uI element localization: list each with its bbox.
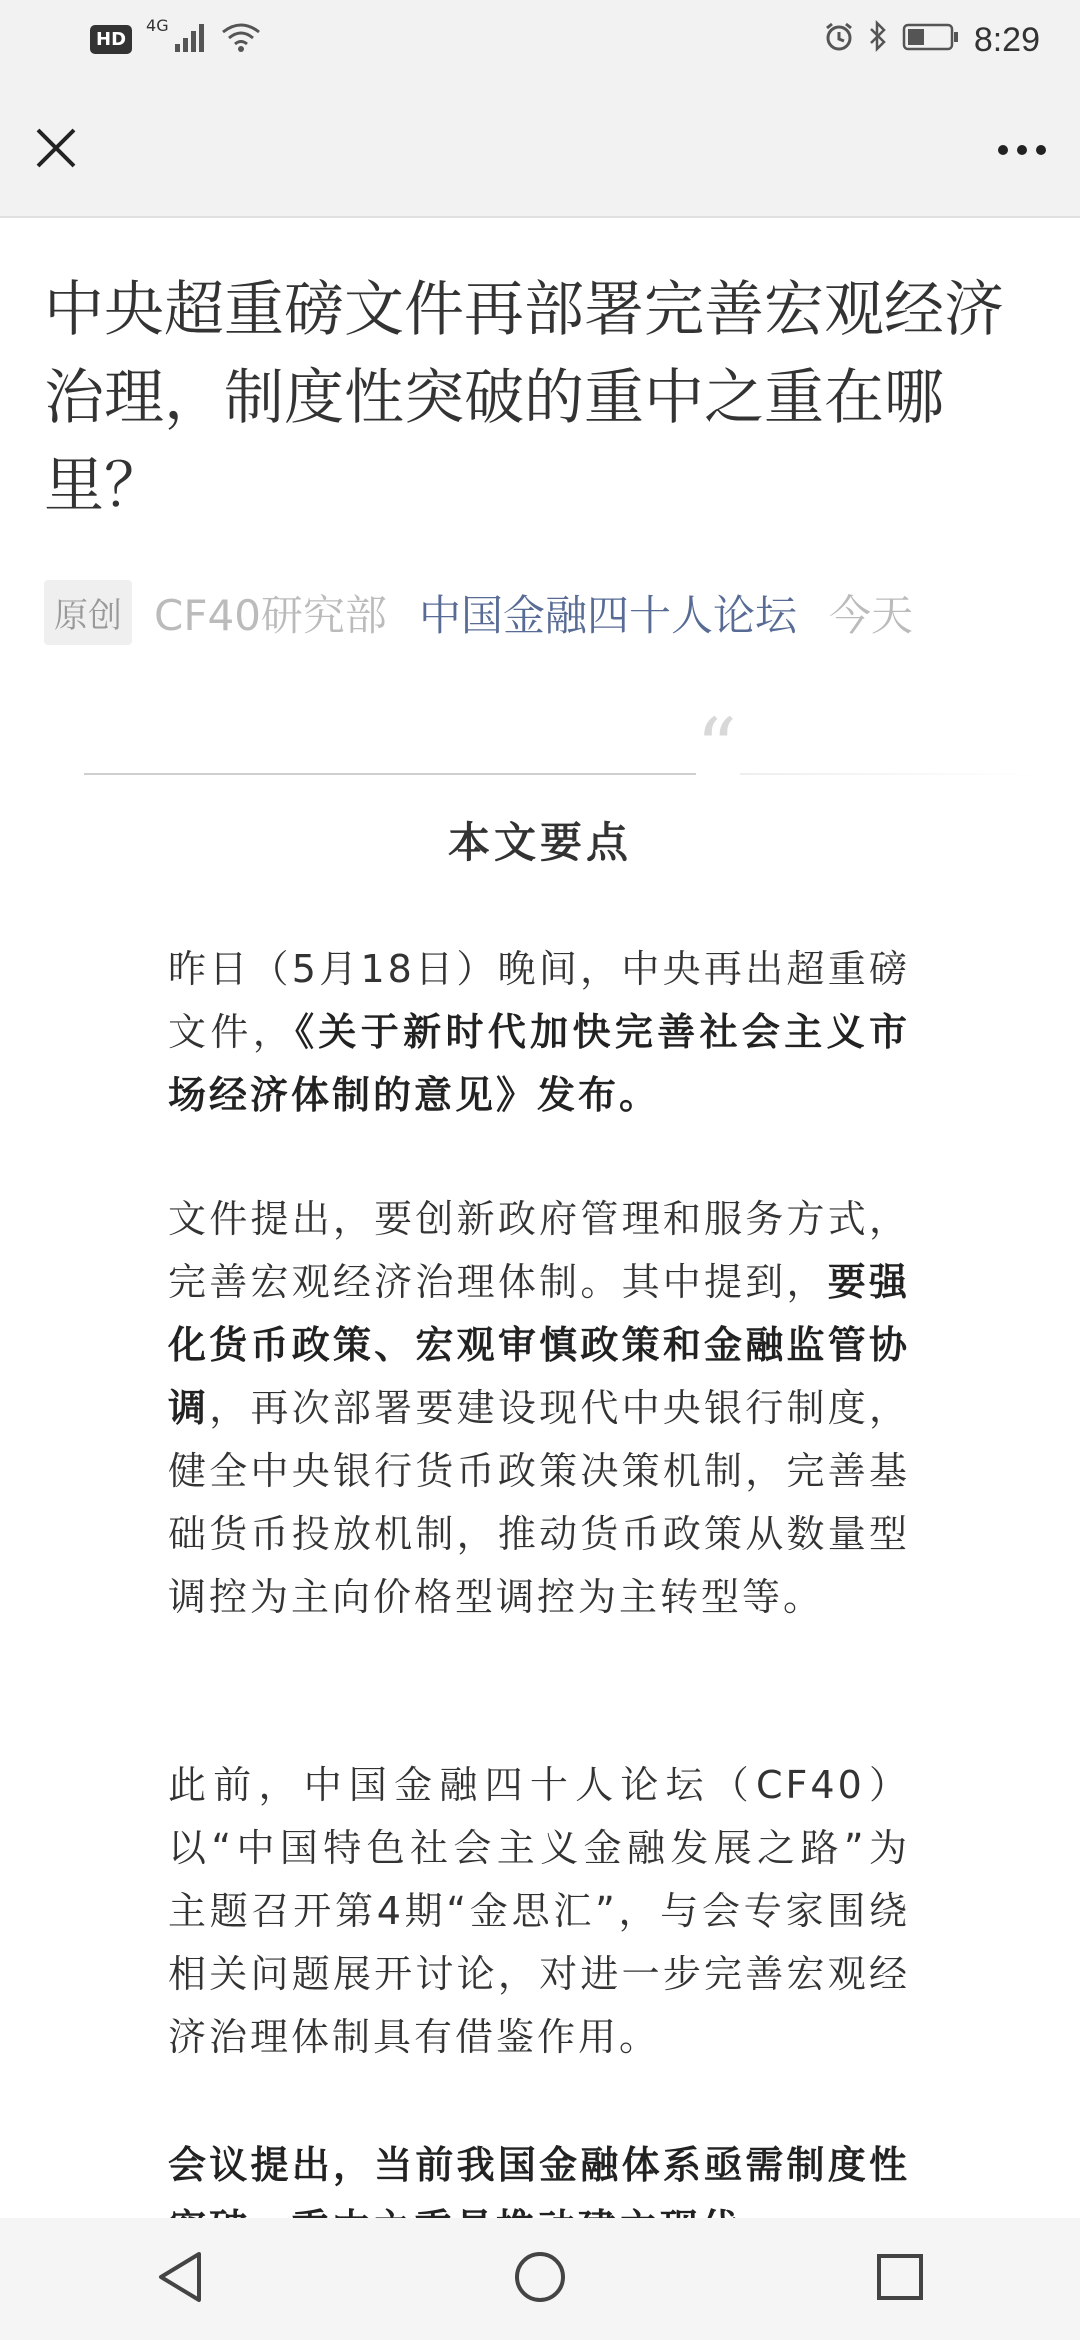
paragraph [168, 1754, 910, 2069]
paragraph-text: 此前，中国金融四十人论坛（CF40）以“中国特色社会主义金融发展之路”为主题召开第4期“金思汇”，与会专家围绕相关问题展开讨论，对进一步完善宏观经济治理体制具有借鉴作用。 [168, 1763, 910, 2059]
paragraph-text: 昨日（5月18日）晚间，中央再出超重磅文件， [168, 947, 910, 1054]
alarm-icon [824, 21, 854, 61]
back-button[interactable] [120, 2229, 240, 2329]
paragraph [168, 1188, 910, 1629]
wifi-icon [221, 22, 261, 56]
publish-date: 今天 [828, 590, 913, 640]
paragraph [168, 938, 910, 1127]
more-icon [997, 141, 1047, 160]
close-icon [34, 126, 78, 174]
quote-divider-fade [740, 773, 1040, 775]
paragraph-bold-text: 会议提出，当前我国金融体系亟需制度性 [168, 2143, 910, 2187]
recents-button[interactable] [840, 2229, 960, 2329]
status-bar [0, 0, 1080, 84]
signal-icon [173, 22, 207, 56]
system-nav-bar [0, 2218, 1080, 2340]
original-tag: 原创 [44, 580, 132, 645]
home-button[interactable] [480, 2229, 600, 2329]
more-button[interactable] [990, 118, 1054, 182]
recents-icon [875, 2252, 925, 2306]
close-button[interactable] [24, 118, 88, 182]
status-left [90, 15, 261, 56]
article-meta [44, 580, 913, 645]
back-icon [155, 2250, 205, 2308]
quote-mark-icon: “ [696, 701, 737, 794]
author-name: CF40研究部 [154, 590, 387, 640]
article-title: 中央超重磅文件再部署完善宏观经济治理，制度性突破的重中之重在哪里？ [44, 275, 1004, 521]
keypoints-heading: 本文要点 [447, 818, 632, 867]
network-type-label: 4G [146, 15, 169, 35]
battery-icon [902, 21, 960, 61]
article[interactable] [0, 218, 1080, 2217]
hd-badge: HD [90, 25, 132, 54]
paragraph-bold-text: 要强化货币政策、宏观审慎政策和金融监管协调 [168, 1260, 910, 1430]
paragraph-text: ，再次部署要建设现代中央银行制度，健全中央银行货币政策决策机制，完善基础货币投放机制，推动货币政策从数量型调控为主向价格型调控为主转型等。 [168, 1386, 910, 1619]
top-bar [0, 84, 1080, 218]
status-right [824, 20, 1040, 61]
paragraph-text: 文件提出，要创新政府管理和服务方式，完善宏观经济治理体制。其中提到， [168, 1197, 910, 1304]
account-link[interactable]: 中国金融四十人论坛 [418, 590, 797, 640]
quote-divider [84, 773, 696, 775]
home-icon [513, 2250, 567, 2308]
clock-time: 8:29 [973, 21, 1040, 59]
paragraph-bold-text: 《关于新时代加快完善社会主义市场经济体制的意见》发布。 [168, 1010, 910, 1117]
bluetooth-icon [868, 20, 888, 61]
